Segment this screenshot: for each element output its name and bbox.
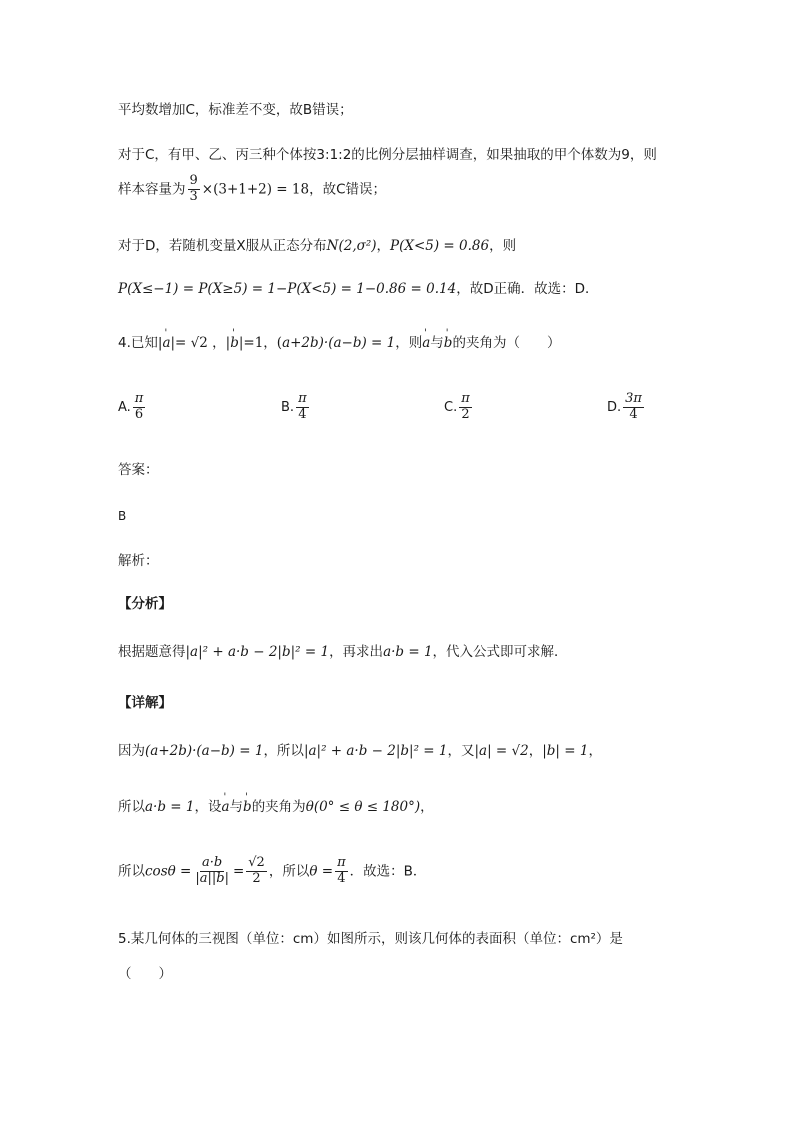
answer-value: B — [118, 509, 127, 523]
fenxi-text — [118, 646, 568, 660]
math-expr: θ = — [309, 863, 334, 880]
text-segment: ，则 — [489, 238, 517, 254]
text-segment: ，又 — [447, 743, 475, 759]
text-segment: 与 — [430, 335, 444, 351]
fraction: $\frac{√2}{2}$ — [248, 855, 265, 886]
fraction: $\frac{\pi}{4}$ — [337, 855, 346, 886]
option-b[interactable] — [281, 392, 311, 423]
text-segment: 根据题意得 — [118, 644, 186, 660]
text-segment: 对于D，若随机变量X服从正态分布 — [118, 238, 327, 254]
text-segment: ，所以 — [263, 743, 304, 759]
math-expr: |a|² + a·b − 2|b|² = 1 — [185, 644, 330, 660]
math-expr: P(X≤−1) = P(X≥5) = 1−P(X<5) = 1−0.86 = 0.14 — [118, 281, 457, 297]
section-xiangjie: 【详解】 — [118, 695, 172, 711]
question-5-stem: 5.某几何体的三视图（单位：cm）如图所示，则该几何体的表面积（单位：cm²）是 — [118, 931, 623, 947]
text-line-5 — [118, 283, 599, 297]
vector-b: ' b — [230, 337, 239, 351]
text-segment: ，再求出 — [329, 644, 384, 660]
math-expr: θ(0° ≤ θ ≤ 180°) — [305, 799, 421, 815]
text-segment: ， — [376, 238, 391, 254]
text-segment: ，代入公式即可求解． — [432, 644, 568, 660]
vector-a: ' a — [221, 801, 229, 815]
text-segment: ．故选：B． — [349, 863, 427, 880]
text-segment: ， — [588, 743, 602, 759]
answer-label: 答案： — [118, 462, 159, 478]
text-segment: ，故D正确．故选：D． — [456, 281, 599, 297]
text-segment: 的夹角为 — [251, 799, 306, 815]
detail-line-2 — [118, 801, 434, 815]
fraction: $\frac{\pi}{4}$ — [298, 391, 307, 422]
option-label: D. — [607, 399, 622, 415]
text-line-2: 对于C，有甲、乙、丙三种个体按3:1:2的比例分层抽样调查，如果抽取的甲个体数为9，则 — [118, 147, 657, 163]
option-d[interactable] — [607, 392, 646, 423]
fraction: $\frac{9}{3}$ — [189, 173, 198, 204]
math-expr: cosθ = — [145, 863, 192, 880]
text-segment: 4.已知| — [118, 335, 163, 351]
fraction: $\frac{\pi}{2}$ — [461, 391, 470, 422]
detail-line-1 — [118, 745, 602, 759]
question-5-paren: （ ） — [118, 966, 172, 982]
text-segment: ，所以 — [268, 863, 310, 880]
text-line-1: 平均数增加C，标准差不变，故B错误； — [118, 102, 353, 118]
text-segment: 所以 — [118, 799, 145, 815]
math-expr: (a+2b)·(a−b) = 1 — [145, 743, 264, 759]
vector-a: ' a — [422, 337, 430, 351]
math-expr: |b| = 1 — [542, 743, 589, 759]
section-fenxi: 【分析】 — [118, 596, 172, 612]
math-expr: N(2,σ²) — [326, 238, 377, 254]
math-expr: |= √2 ，| — [170, 335, 231, 351]
text-segment: 所以 — [118, 863, 145, 880]
option-label: A. — [118, 399, 131, 415]
detail-line-3 — [118, 856, 426, 887]
text-segment: ，故C错误； — [309, 181, 387, 198]
text-segment: 样本容量为 — [118, 181, 186, 198]
text-segment: ， — [420, 799, 434, 815]
text-segment: ，设 — [194, 799, 222, 815]
option-label: C. — [444, 399, 458, 415]
text-line-3 — [118, 174, 386, 205]
text-segment: 因为 — [118, 743, 145, 759]
text-segment: ，则 — [395, 335, 423, 351]
analysis-label: 解析： — [118, 553, 159, 569]
option-c[interactable] — [444, 392, 474, 423]
vector-b: ' b — [243, 801, 252, 815]
fraction: $\frac{\pi}{6}$ — [134, 391, 144, 422]
math-expr: P(X<5) = 0.86 — [390, 238, 490, 254]
fraction: $\frac{3\pi}{4}$ — [625, 391, 642, 422]
text-line-4 — [118, 240, 516, 254]
vector-a: ' a — [162, 337, 170, 351]
math-expr: |a|² + a·b − 2|b|² = 1 — [303, 743, 448, 759]
math-expr: a+2b)·(a−b) = 1 — [282, 335, 396, 351]
math-expr: = — [232, 863, 245, 880]
text-segment: 与 — [229, 799, 244, 815]
math-expr: |a| = √2 — [474, 743, 529, 759]
text-segment: ， — [528, 743, 543, 759]
math-expr: |=1，( — [238, 335, 283, 351]
text-segment: 的夹角为（ ） — [452, 335, 561, 351]
math-expr: a·b = 1 — [145, 799, 195, 815]
math-expr: a·b = 1 — [383, 644, 433, 660]
option-label: B. — [281, 399, 295, 415]
fraction: $\frac{a\cdot b}{|a||b|}$ — [195, 855, 229, 886]
question-4-stem — [118, 337, 560, 351]
option-a[interactable] — [118, 392, 147, 423]
vector-b: ' b — [444, 337, 453, 351]
math-expr: ×(3+1+2) = 18 — [201, 181, 310, 198]
